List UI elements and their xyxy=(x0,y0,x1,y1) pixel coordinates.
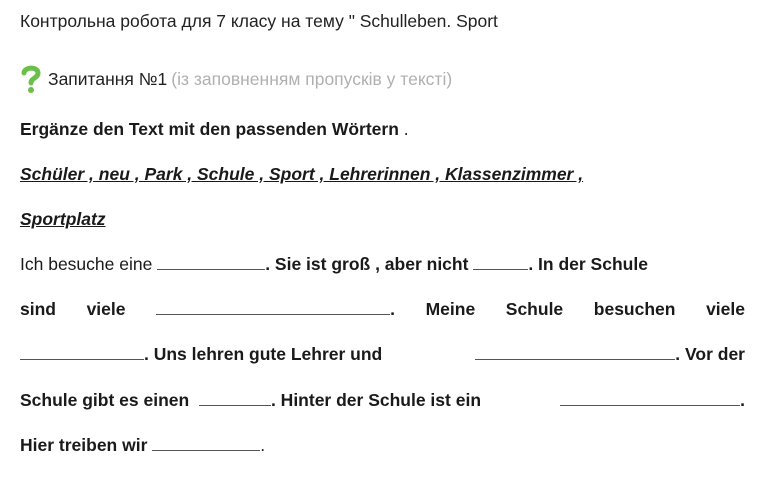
text-line-5 xyxy=(20,435,745,456)
instruction-dot: . xyxy=(403,119,409,139)
text-segment: . Hinter der Schule ist ein xyxy=(270,390,482,410)
word-bank-text: Sportplatz xyxy=(20,209,106,229)
text-segment: Hier treiben wir xyxy=(20,435,148,455)
question-number: Запитання №1 xyxy=(48,68,168,89)
text-segment: viele xyxy=(86,299,126,319)
text-line-1 xyxy=(20,254,745,275)
text-segment: besuchen xyxy=(593,299,676,319)
blank-5[interactable] xyxy=(475,358,675,360)
text-line-3 xyxy=(20,344,745,365)
word-bank-line-2 xyxy=(20,209,106,230)
question-type-hint: (із заповненням пропусків у тексті) xyxy=(171,68,453,89)
blank-6[interactable] xyxy=(199,404,271,406)
text-segment: . xyxy=(390,299,395,319)
text-segment: . Sie ist groß , aber nicht xyxy=(265,254,469,274)
text-segment: sind xyxy=(20,299,56,319)
word-bank-text: Schüler , neu , Park , Schule , Sport , Lehrerinnen , Klassenzimmer , xyxy=(20,164,584,184)
blank-4[interactable] xyxy=(20,358,144,360)
page-title: Контрольна робота для 7 класу на тему " Schulleben. Sport xyxy=(20,11,498,31)
blank-8[interactable] xyxy=(152,449,260,451)
text-line-4 xyxy=(20,390,745,411)
question-mark-icon xyxy=(20,64,42,94)
question-header xyxy=(20,64,452,94)
instruction xyxy=(20,119,409,140)
blank-3[interactable] xyxy=(156,313,390,315)
word-bank-line-1 xyxy=(20,164,583,185)
text-segment: Meine xyxy=(425,299,476,319)
text-segment: Schule gibt es einen xyxy=(20,390,190,410)
text-segment: . xyxy=(740,390,745,410)
text-segment: . Uns lehren gute Lehrer und xyxy=(144,344,383,364)
text-segment: Ich besuche eine xyxy=(20,254,153,274)
text-segment: Schule xyxy=(505,299,564,319)
text-segment: viele xyxy=(706,299,745,319)
instruction-text: Ergänze den Text mit den passenden Wörtern xyxy=(20,119,399,139)
blank-1[interactable] xyxy=(157,268,265,270)
blank-7[interactable] xyxy=(560,404,740,406)
blank-2[interactable] xyxy=(473,268,528,270)
text-segment: . In der Schule xyxy=(528,254,648,274)
text-segment: . Vor der xyxy=(675,344,745,364)
text-line-2 xyxy=(20,299,745,320)
text-segment: . xyxy=(260,435,266,455)
